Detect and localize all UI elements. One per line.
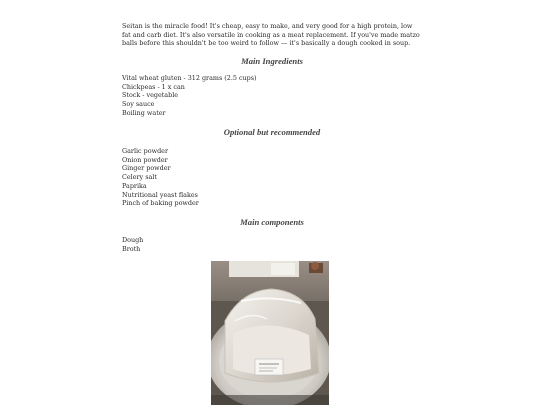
article-body bbox=[122, 22, 422, 253]
section-heading-main-ingredients: Main Ingredients bbox=[241, 56, 303, 66]
list-item: Garlic powder bbox=[122, 147, 169, 155]
list-item: Chickpeas - 1 x can bbox=[122, 82, 185, 91]
intro-paragraph: Seitan is the miracle food! It's cheap, easy to make, and very good for a high protein, low fat and carb diet. It's also versatile in cooking as a meat replacement. If you've made matzo balls before this shouldn't be too weird to follow — it's basically a dough cooked in soup. bbox=[122, 22, 420, 48]
list-item: Broth bbox=[122, 244, 141, 253]
list-item: Boiling water bbox=[122, 108, 166, 117]
optional-ingredients-list bbox=[122, 147, 199, 208]
list-item: Soy sauce bbox=[122, 100, 155, 109]
list-item: Dough bbox=[122, 236, 144, 244]
list-item: Nutritional yeast flakes bbox=[122, 190, 198, 199]
list-item: Stock - vegetable bbox=[122, 91, 179, 100]
main-ingredients-list bbox=[122, 74, 257, 118]
list-item: Vital wheat gluten - 312 grams (2.5 cups) bbox=[122, 74, 257, 82]
list-item: Celery salt bbox=[122, 173, 157, 182]
list-item: Paprika bbox=[122, 181, 147, 190]
list-item: Onion powder bbox=[122, 155, 168, 164]
seitan-dough-photo bbox=[211, 261, 329, 405]
section-heading-main-components: Main components bbox=[240, 217, 304, 227]
main-components-list bbox=[122, 236, 143, 253]
list-item: Pinch of baking powder bbox=[122, 199, 199, 208]
list-item: Ginger powder bbox=[122, 164, 171, 173]
section-heading-optional: Optional but recommended bbox=[223, 127, 321, 137]
